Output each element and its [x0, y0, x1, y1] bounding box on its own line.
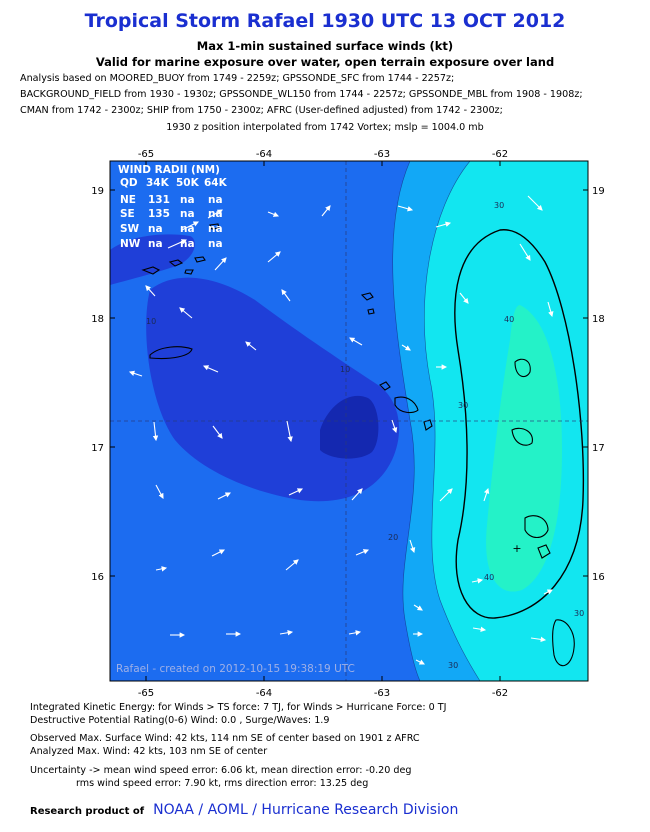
storm-center-marker: + — [512, 542, 522, 555]
bottom-lon-label-64w: -64 — [255, 688, 273, 699]
right-lat-labels — [592, 186, 605, 583]
contour-label-10kt-west: 10 — [146, 317, 157, 326]
wind-radii-se-34k: 135 — [148, 208, 170, 220]
research-credit — [30, 799, 458, 818]
wind-radii-col-34k: 34K — [146, 177, 169, 189]
right-lat-label-19n: 19 — [592, 186, 605, 197]
wind-radii-ne-50k: na — [180, 194, 195, 206]
top-lon-labels — [138, 149, 508, 160]
map-title: Tropical Storm Rafael 1930 UTC 13 OCT 2012 — [84, 10, 566, 32]
top-lon-label-62w: -62 — [491, 149, 509, 160]
wind-radii-sw-50k: na — [180, 223, 195, 235]
bottom-lon-label-65w: -65 — [137, 688, 155, 699]
right-lat-label-17n: 17 — [592, 443, 605, 454]
top-lon-label-64w: -64 — [255, 149, 273, 160]
contour-label-30kt-mid: 30 — [458, 401, 469, 410]
map-subtitle-exposure: Valid for marine exposure over water, open terrain exposure over land — [95, 55, 555, 69]
contour-label-30kt-south: 30 — [574, 609, 585, 618]
left-lat-labels — [91, 186, 104, 583]
top-lon-label-65w: -65 — [137, 149, 155, 160]
bottom-lon-label-62w: -62 — [491, 688, 509, 699]
top-lon-label-63w: -63 — [373, 149, 391, 160]
wind-radii-se-50k: na — [180, 208, 195, 220]
contour-label-40kt-north: 40 — [504, 315, 515, 324]
destructive-potential-rating: Destructive Potential Rating(0-6) Wind: 0.0 , Surge/Waves: 1.9 — [30, 715, 330, 726]
wind-radii-col-qd: QD — [120, 177, 138, 189]
wind-radii-col-64k: 64K — [204, 177, 227, 189]
analysis-sources-line-3: CMAN from 1742 - 2300z; SHIP from 1750 - 2300z; AFRC (User-defined adjusted) from 1742 - 2300z; — [20, 105, 503, 116]
right-lat-label-18n: 18 — [592, 314, 605, 325]
wind-radii-sw-64k: na — [208, 223, 223, 235]
observed-max-wind: Observed Max. Surface Wind: 42 kts, 114 nm SE of center based on 1901 z AFRC — [30, 733, 420, 744]
ike-summary: Integrated Kinetic Energy: for Winds > TS force: 7 TJ, for Winds > Hurricane Force: 0 TJ — [30, 702, 447, 713]
contour-label-40kt-south: 40 — [484, 573, 495, 582]
map-credit: Rafael - created on 2012-10-15 19:38:19 UTC — [116, 663, 355, 675]
wind-radii-se-64k: na — [208, 208, 223, 220]
wind-radii-col-50k: 50K — [176, 177, 199, 189]
wind-radii-nw-64k: na — [208, 238, 223, 250]
wind-radii-nw-quadrant: NW — [120, 238, 141, 250]
wind-radii-sw-34k: na — [148, 223, 163, 235]
left-lat-label-18n: 18 — [91, 314, 104, 325]
wind-radii-sw-quadrant: SW — [120, 223, 140, 235]
analysis-sources-line-1: Analysis based on MOORED_BUOY from 1749 - 2259z; GPSSONDE_SFC from 1744 - 2257z; — [20, 73, 455, 84]
left-lat-label-16n: 16 — [91, 572, 104, 583]
wind-field-map — [0, 140, 650, 700]
left-lat-label-19n: 19 — [91, 186, 104, 197]
analysis-sources-line-2: BACKGROUND_FIELD from 1930 - 1930z; GPSSONDE_WL150 from 1744 - 2257z; GPSSONDE_MBL from 1908 - 1908z; — [20, 89, 583, 100]
wind-radii-nw-50k: na — [180, 238, 195, 250]
left-lat-label-17n: 17 — [91, 443, 104, 454]
wind-radii-ne-34k: 131 — [148, 194, 170, 206]
wind-radii-nw-34k: na — [148, 238, 163, 250]
wind-radii-se-quadrant: SE — [120, 208, 135, 220]
contour-label-10kt-core: 10 — [340, 365, 351, 374]
analyzed-max-wind: Analyzed Max. Wind: 42 kts, 103 nm SE of center — [30, 746, 268, 757]
contour-label-30kt-north: 30 — [494, 201, 505, 210]
contour-label-30kt-bottom: 30 — [448, 661, 459, 670]
research-label: Research product of — [30, 806, 145, 817]
wind-radii-ne-64k: na — [208, 194, 223, 206]
contour-label-20kt: 20 — [388, 533, 399, 542]
research-organization: NOAA / AOML / Hurricane Research Division — [153, 802, 459, 818]
uncertainty-mean-errors: Uncertainty -> mean wind speed error: 6.06 kt, mean direction error: -0.20 deg — [30, 765, 412, 776]
wind-radii-title: WIND RADII (NM) — [118, 164, 220, 176]
wind-radii-ne-quadrant: NE — [120, 194, 136, 206]
uncertainty-rms-errors: rms wind speed error: 7.90 kt, rms direction error: 13.25 deg — [76, 778, 369, 789]
bottom-lon-label-63w: -63 — [373, 688, 391, 699]
position-line: 1930 z position interpolated from 1742 Vortex; mslp = 1004.0 mb — [166, 122, 484, 133]
map-subtitle-units: Max 1-min sustained surface winds (kt) — [196, 39, 454, 53]
right-lat-label-16n: 16 — [592, 572, 605, 583]
bottom-lon-labels — [138, 688, 508, 699]
